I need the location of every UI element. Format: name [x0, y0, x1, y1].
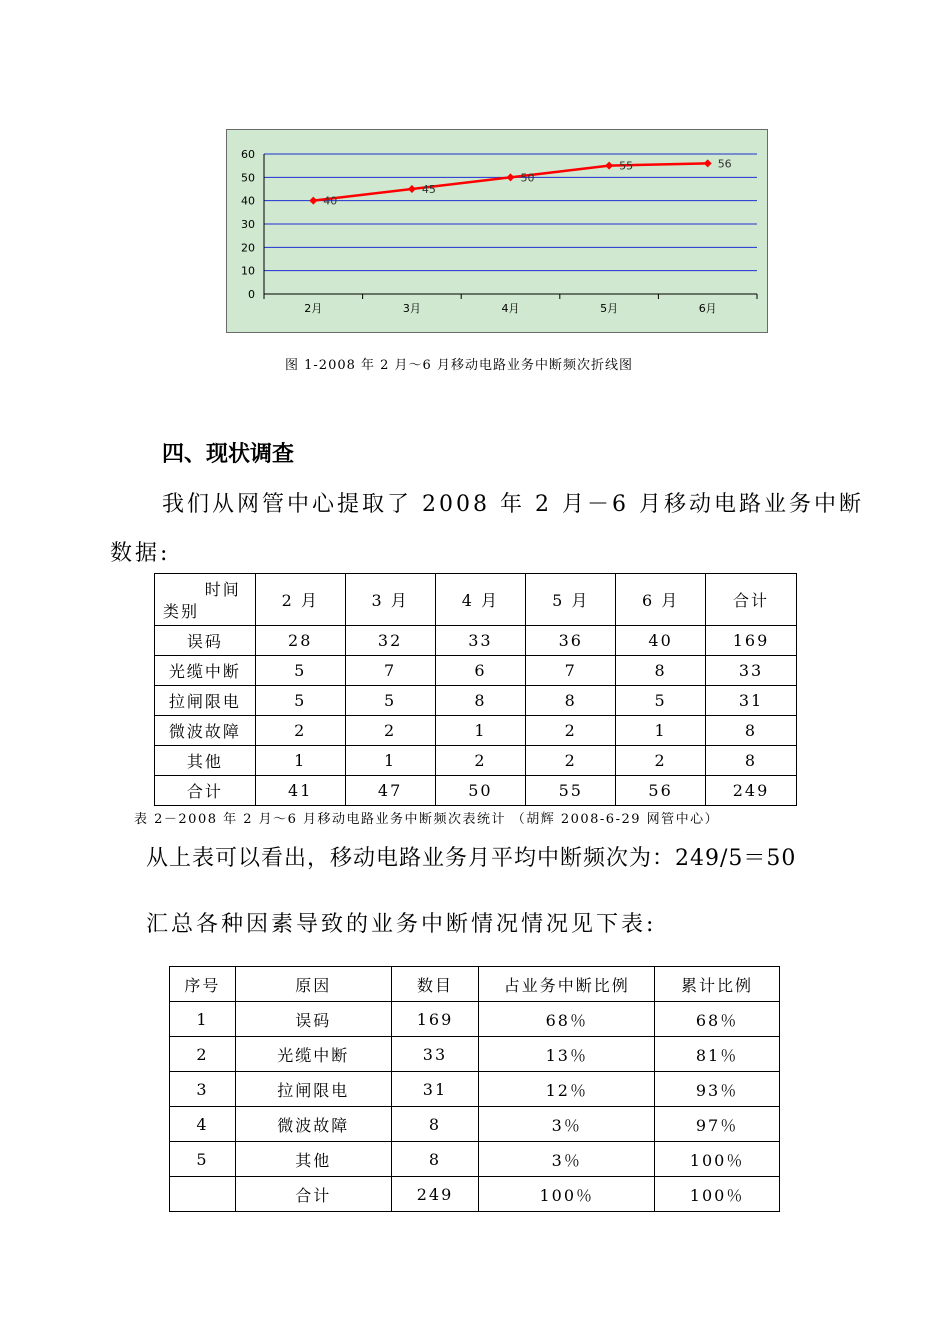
table-cell: 8 — [706, 716, 797, 746]
data-point-marker — [507, 173, 515, 181]
table-cell: 3％ — [479, 1107, 655, 1142]
table-row — [170, 1037, 780, 1072]
table-cell: 8 — [706, 746, 797, 776]
table-cell: 12％ — [479, 1072, 655, 1107]
table-header-row — [155, 574, 797, 626]
x-tick-label: 5月 — [600, 302, 619, 315]
chart-svg — [227, 130, 769, 334]
average-statement: 从上表可以看出，移动电路业务月平均中断频次为：249/5＝50 — [146, 846, 797, 871]
table-cell: 拉闸限电 — [235, 1072, 391, 1107]
column-header: 5 月 — [526, 574, 616, 626]
table-header-row — [170, 967, 780, 1002]
column-header: 数目 — [391, 967, 479, 1002]
table-cell: 13％ — [479, 1037, 655, 1072]
data-label: 55 — [619, 159, 634, 173]
table-cell: 169 — [391, 1002, 479, 1037]
table-cell: 7 — [526, 656, 616, 686]
table-cell: 6 — [435, 656, 526, 686]
table-cell: 4 — [170, 1107, 236, 1142]
table-cell: 33 — [391, 1037, 479, 1072]
data-label: 56 — [717, 157, 732, 171]
table-row — [155, 656, 797, 686]
table-cell: 5 — [345, 686, 435, 716]
data-label: 45 — [421, 183, 436, 196]
table-cell: 33 — [435, 626, 526, 656]
x-tick-label: 6月 — [698, 302, 717, 315]
table-cell: 68％ — [655, 1002, 780, 1037]
series-line — [313, 163, 707, 200]
data-label: 40 — [323, 194, 338, 208]
table-cell: 合计 — [155, 776, 256, 806]
x-tick-label: 3月 — [402, 302, 421, 315]
table-total-row — [155, 776, 797, 806]
x-tick-label: 2月 — [304, 302, 323, 315]
table-row — [170, 1142, 780, 1177]
table-row — [155, 716, 797, 746]
column-header: 占业务中断比例 — [479, 967, 655, 1002]
table1-caption: 表 2－2008 年 2 月～6 月移动电路业务中断频次表统计 （胡辉 2008-6-29 网管中心） — [134, 812, 720, 827]
table-cell: 93％ — [655, 1072, 780, 1107]
y-tick-label: 40 — [241, 194, 255, 208]
table-cell: 微波故障 — [155, 716, 256, 746]
monthly-interruption-table — [154, 573, 797, 806]
table-cell: 32 — [345, 626, 435, 656]
y-tick-label: 0 — [248, 288, 255, 301]
table-cell: 8 — [435, 686, 526, 716]
table-cell: 5 — [255, 686, 345, 716]
y-tick-label: 10 — [241, 264, 255, 278]
table-cell: 2 — [435, 746, 526, 776]
table-cell: 2 — [170, 1037, 236, 1072]
table-cell: 8 — [526, 686, 616, 716]
table-cell: 2 — [526, 746, 616, 776]
table-cell: 47 — [345, 776, 435, 806]
table-cell: 81％ — [655, 1037, 780, 1072]
header-category-label: 类别 — [163, 602, 200, 621]
table-cell: 5 — [255, 656, 345, 686]
table-cell: 100％ — [655, 1177, 780, 1212]
table-cell: 8 — [391, 1107, 479, 1142]
table-cell: 28 — [255, 626, 345, 656]
table-cell: 41 — [255, 776, 345, 806]
table-total-row — [170, 1177, 780, 1212]
table-cell: 55 — [526, 776, 616, 806]
intro-line-2: 数据: — [110, 541, 171, 566]
table-cell: 误码 — [155, 626, 256, 656]
table-cell: 100％ — [479, 1177, 655, 1212]
column-header: 累计比例 — [655, 967, 780, 1002]
table-cell: 光缆中断 — [155, 656, 256, 686]
table-row — [155, 686, 797, 716]
table-cell: 2 — [255, 716, 345, 746]
table-cell: 249 — [391, 1177, 479, 1212]
cause-summary-table — [169, 966, 780, 1212]
column-header: 2 月 — [255, 574, 345, 626]
table-cell: 1 — [435, 716, 526, 746]
table-cell: 36 — [526, 626, 616, 656]
intro-line-1: 我们从网管中心提取了 2008 年 2 月－6 月移动电路业务中断 — [162, 492, 864, 517]
table-cell: 3％ — [479, 1142, 655, 1177]
column-header: 合计 — [706, 574, 797, 626]
table-cell: 31 — [706, 686, 797, 716]
table-cell: 3 — [170, 1072, 236, 1107]
table-cell: 合计 — [235, 1177, 391, 1212]
table-cell: 误码 — [235, 1002, 391, 1037]
table-cell: 31 — [391, 1072, 479, 1107]
y-tick-label: 60 — [241, 148, 255, 161]
diagonal-header-cell — [155, 574, 256, 626]
table-cell: 微波故障 — [235, 1107, 391, 1142]
table-cell: 1 — [345, 746, 435, 776]
table-cell: 1 — [616, 716, 706, 746]
column-header: 6 月 — [616, 574, 706, 626]
table-row — [170, 1107, 780, 1142]
table-row — [155, 626, 797, 656]
table-cell: 拉闸限电 — [155, 686, 256, 716]
y-tick-label: 30 — [241, 218, 255, 231]
table-cell: 40 — [616, 626, 706, 656]
table-cell: 8 — [616, 656, 706, 686]
summary-statement: 汇总各种因素导致的业务中断情况情况见下表: — [146, 912, 657, 937]
table-row — [155, 746, 797, 776]
table-cell: 5 — [170, 1142, 236, 1177]
table-cell: 7 — [345, 656, 435, 686]
table-cell: 5 — [616, 686, 706, 716]
table-cell: 33 — [706, 656, 797, 686]
column-header: 4 月 — [435, 574, 526, 626]
data-point-marker — [605, 162, 613, 170]
table-cell: 68％ — [479, 1002, 655, 1037]
table-cell: 249 — [706, 776, 797, 806]
table-cell: 169 — [706, 626, 797, 656]
data-point-marker — [408, 185, 416, 193]
table-cell: 1 — [255, 746, 345, 776]
table-cell: 2 — [526, 716, 616, 746]
y-tick-label: 20 — [241, 241, 255, 255]
section-heading: 四、现状调查 — [162, 442, 295, 467]
column-header: 3 月 — [345, 574, 435, 626]
column-header: 序号 — [170, 967, 236, 1002]
figure-caption: 图 1-2008 年 2 月～6 月移动电路业务中断频次折线图 — [285, 358, 633, 373]
x-tick-label: 4月 — [501, 302, 520, 315]
table-cell: 1 — [170, 1002, 236, 1037]
table-cell: 56 — [616, 776, 706, 806]
table-cell: 2 — [345, 716, 435, 746]
data-label: 50 — [520, 171, 535, 185]
table-cell: 97％ — [655, 1107, 780, 1142]
table-cell: 其他 — [235, 1142, 391, 1177]
line-chart — [226, 129, 768, 333]
data-point-marker — [309, 197, 317, 205]
table-cell: 100％ — [655, 1142, 780, 1177]
data-point-marker — [704, 159, 712, 167]
table-cell: 2 — [616, 746, 706, 776]
table-cell: 50 — [435, 776, 526, 806]
table-row — [170, 1002, 780, 1037]
header-time-label: 时间 — [204, 580, 241, 599]
table-row — [170, 1072, 780, 1107]
table-cell — [170, 1177, 236, 1212]
column-header: 原因 — [235, 967, 391, 1002]
y-tick-label: 50 — [241, 171, 255, 185]
table-cell: 其他 — [155, 746, 256, 776]
table-cell: 光缆中断 — [235, 1037, 391, 1072]
table-cell: 8 — [391, 1142, 479, 1177]
